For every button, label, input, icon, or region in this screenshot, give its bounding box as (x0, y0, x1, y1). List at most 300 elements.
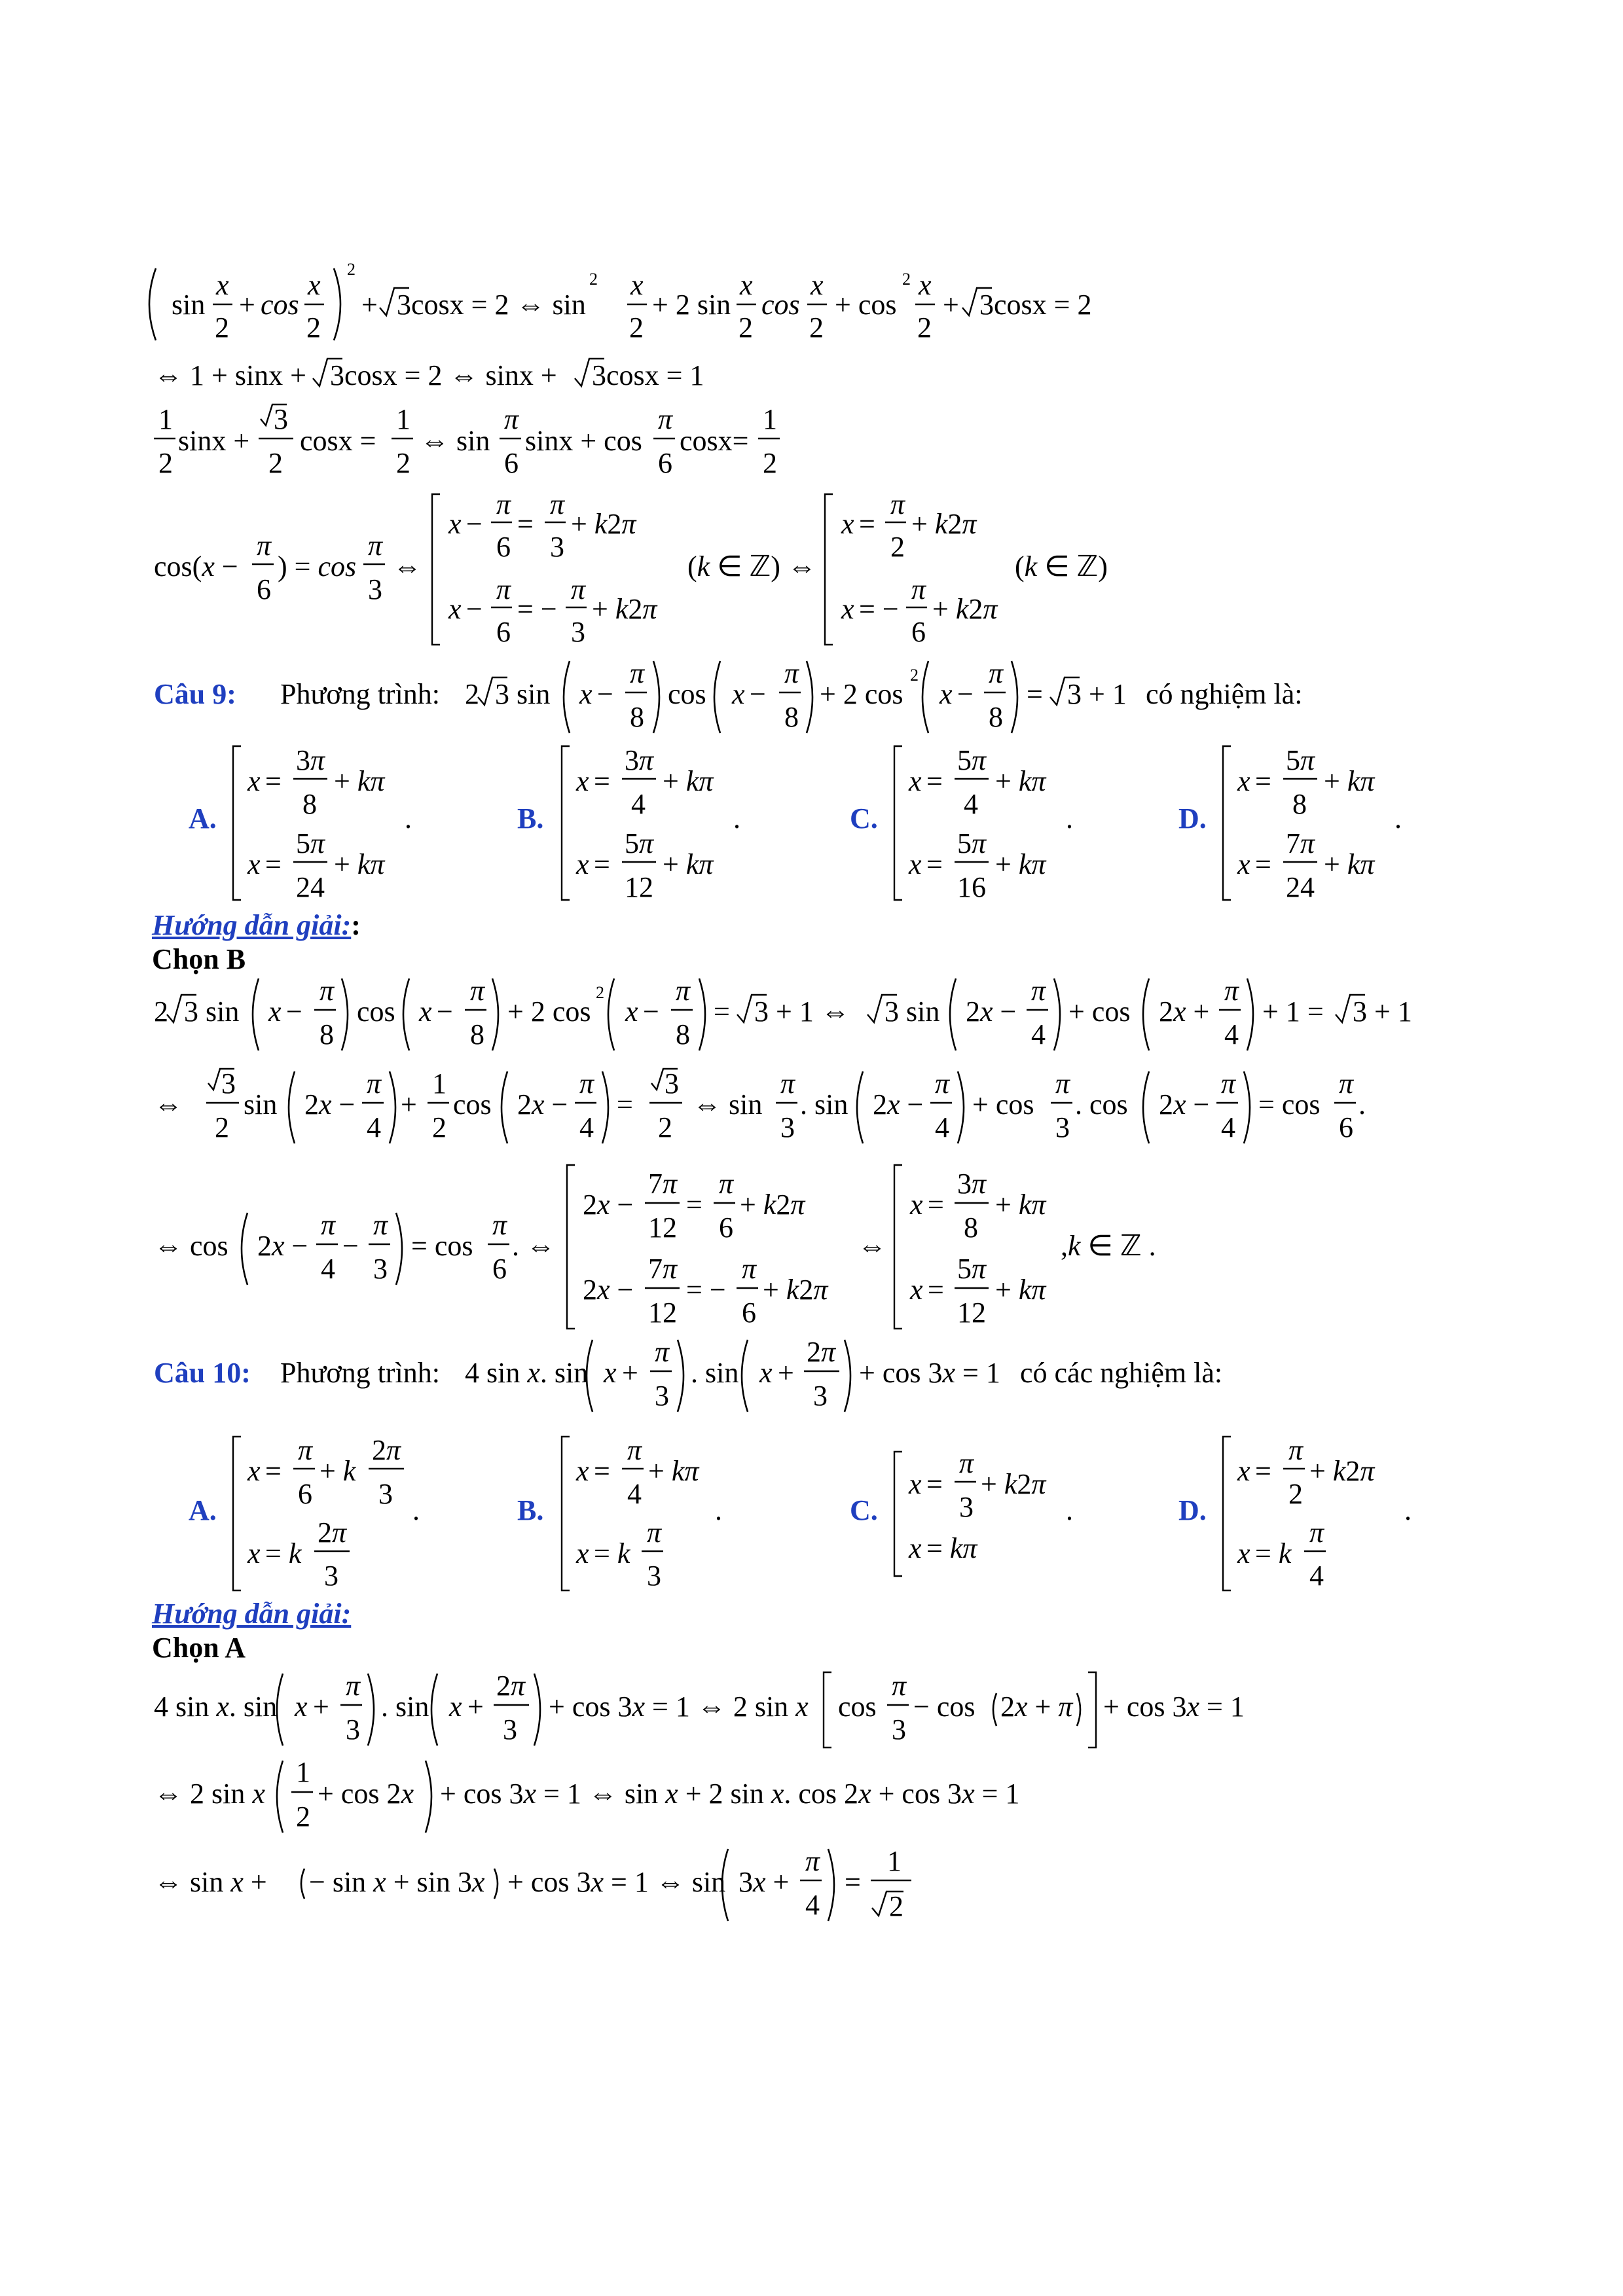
q10-tail: có các nghiệm là: (1020, 1357, 1223, 1389)
q9-option-d: D. (1178, 802, 1207, 834)
svg-text:π: π (1309, 1516, 1324, 1549)
svg-text:3: 3 (368, 573, 382, 605)
svg-text:2π: 2π (372, 1434, 401, 1466)
svg-text:x: x (579, 678, 593, 710)
svg-text:2π: 2π (318, 1516, 347, 1549)
sol9-line-2 (154, 1067, 1366, 1143)
svg-text:5π: 5π (625, 827, 654, 859)
svg-text:x: x (759, 1357, 773, 1389)
svg-text:) = cos: ) = cos (278, 550, 357, 583)
svg-text:3 sin: 3 sin (495, 678, 551, 710)
svg-text:3: 3 (274, 403, 288, 435)
svg-text:4: 4 (805, 1889, 820, 1921)
svg-text:4: 4 (579, 1111, 594, 1143)
svg-text:π: π (470, 975, 485, 1007)
svg-text:6: 6 (492, 1253, 507, 1285)
svg-text:3 sin: 3 sin (884, 996, 940, 1028)
svg-text:+ k2π: + k2π (1309, 1455, 1375, 1487)
svg-text:= cos: = cos (1258, 1088, 1321, 1121)
sol10-line-3 (154, 1845, 911, 1922)
svg-text:. sin: . sin (691, 1357, 739, 1389)
svg-text:sinx +: sinx + (178, 425, 250, 457)
svg-text:= k: = k (265, 1537, 302, 1570)
svg-text:8: 8 (989, 701, 1003, 733)
svg-text:π: π (1221, 1067, 1236, 1100)
svg-text:x: x (909, 848, 922, 880)
svg-text:3 + 1: 3 + 1 (1353, 996, 1412, 1028)
q10-stem: Phương trình: (280, 1357, 440, 1389)
svg-text:π: π (346, 1670, 361, 1702)
svg-text:x: x (910, 1274, 923, 1306)
svg-text:. cos: . cos (1075, 1088, 1128, 1121)
svg-text:+ k2π: + k2π (571, 508, 636, 540)
svg-text:1: 1 (158, 403, 173, 435)
svg-text:x: x (216, 269, 229, 301)
svg-text:6: 6 (911, 616, 926, 648)
svg-text:x: x (1237, 765, 1250, 797)
svg-text:+ k2π: + k2π (740, 1189, 805, 1221)
svg-text:2: 2 (215, 312, 229, 344)
svg-text:2: 2 (158, 447, 173, 479)
svg-text:2: 2 (1288, 1478, 1303, 1510)
svg-text:6: 6 (658, 447, 672, 479)
svg-text:4: 4 (964, 788, 978, 820)
svg-text:π: π (319, 975, 335, 1007)
svg-text:+ 2 cos: + 2 cos (507, 996, 591, 1028)
svg-text:3: 3 (959, 1491, 974, 1523)
svg-text:3π: 3π (296, 744, 325, 776)
svg-text:2x −: 2x − (304, 1088, 356, 1121)
svg-text:+ kπ: + kπ (995, 848, 1046, 880)
svg-text:5π: 5π (957, 1253, 987, 1285)
svg-text:⇔ 2 sin x: ⇔ 2 sin x (154, 1778, 265, 1810)
svg-text:+ kπ: + kπ (1324, 848, 1375, 880)
svg-text:x: x (1237, 1537, 1250, 1570)
svg-text:= cos: = cos (411, 1230, 473, 1262)
svg-text:π: π (989, 657, 1004, 689)
svg-text:x: x (909, 765, 922, 797)
svg-text:π: π (1031, 975, 1046, 1007)
svg-text:+ cos: + cos (972, 1088, 1034, 1121)
svg-text:8: 8 (470, 1018, 484, 1050)
svg-text:8: 8 (964, 1211, 978, 1244)
svg-text:+ k2π: + k2π (932, 593, 998, 625)
q9-option-c: C. (850, 802, 878, 834)
svg-text:4: 4 (1224, 1018, 1239, 1050)
svg-text:π: π (630, 657, 645, 689)
svg-text:=: = (926, 1468, 943, 1500)
svg-text:6: 6 (504, 447, 519, 479)
svg-text:=: = (617, 1088, 633, 1121)
guide-heading-9 (152, 908, 361, 942)
svg-text:x: x (909, 1468, 922, 1500)
svg-text:= kπ: = kπ (926, 1532, 977, 1564)
svg-text:7π: 7π (648, 1168, 678, 1200)
q10-label: Câu 10: (154, 1357, 251, 1389)
svg-text:sin: sin (172, 289, 206, 321)
svg-text:−: − (286, 996, 302, 1028)
svg-text:2: 2 (658, 1111, 672, 1143)
svg-text:π: π (496, 573, 511, 605)
svg-text:+: + (943, 289, 959, 321)
svg-text:+ cos: + cos (1068, 996, 1131, 1028)
eq-line-1 (149, 260, 1091, 344)
svg-text:3: 3 (503, 1713, 517, 1746)
svg-text:x: x (576, 1455, 589, 1487)
svg-text:⇔: ⇔ (858, 1230, 886, 1262)
svg-text:+ 2 cos: + 2 cos (820, 678, 903, 710)
svg-text:3 + 1: 3 + 1 (1067, 678, 1127, 710)
svg-text:4 sin x. sin: 4 sin x. sin (465, 1357, 589, 1389)
svg-text:π: π (496, 488, 511, 520)
svg-text:π: π (655, 1336, 670, 1368)
svg-text:x: x (841, 508, 854, 540)
svg-text:+ cos 2x: + cos 2x (318, 1778, 414, 1810)
svg-text:+: + (622, 1357, 638, 1389)
svg-text:π: π (298, 1434, 313, 1466)
svg-text:−: − (597, 678, 613, 710)
svg-text:=: = (1255, 848, 1271, 880)
sol10-line-1 (154, 1670, 1245, 1748)
svg-text:= −: = − (517, 593, 557, 625)
svg-text:2: 2 (306, 312, 321, 344)
svg-text:π: π (892, 1670, 907, 1702)
svg-text:π: π (658, 403, 673, 435)
svg-text:6: 6 (496, 616, 511, 648)
svg-text:6: 6 (742, 1297, 756, 1329)
svg-text:.: . (733, 802, 740, 834)
svg-text:3cosx = 1: 3cosx = 1 (592, 359, 704, 391)
svg-text:+ kπ: + kπ (648, 1455, 699, 1487)
svg-text:x: x (247, 1455, 261, 1487)
svg-text:=: = (1255, 1455, 1271, 1487)
svg-text:2x −: 2x − (583, 1189, 634, 1221)
svg-text:sinx + cos: sinx + cos (525, 425, 642, 457)
svg-text:π: π (676, 975, 691, 1007)
svg-text:2: 2 (589, 270, 598, 289)
svg-text:π: π (257, 529, 272, 562)
svg-text:8: 8 (1292, 788, 1307, 820)
svg-text:3: 3 (571, 616, 585, 648)
q10-option-d: D. (1178, 1494, 1207, 1526)
svg-text:3: 3 (378, 1478, 393, 1510)
svg-text:x: x (268, 996, 282, 1028)
svg-text:3: 3 (550, 531, 564, 563)
svg-text:−: − (466, 593, 483, 625)
svg-text:7π: 7π (648, 1253, 678, 1285)
svg-text:x: x (448, 593, 462, 625)
svg-text:4: 4 (631, 788, 646, 820)
svg-text:2π: 2π (496, 1670, 526, 1702)
svg-text:4: 4 (367, 1111, 381, 1143)
svg-text:+ 2 sin: + 2 sin (652, 289, 731, 321)
svg-text:3: 3 (665, 1067, 679, 1100)
svg-text:3cosx = 2: 3cosx = 2 (979, 289, 1092, 321)
svg-text:+ kπ: + kπ (995, 1189, 1046, 1221)
q9-options (189, 744, 1402, 903)
svg-text:.: . (1359, 1088, 1366, 1121)
svg-text:+ cos 3x = 1 ⇔ 2 sin x: + cos 3x = 1 ⇔ 2 sin x (549, 1691, 809, 1723)
svg-text:3π: 3π (625, 744, 654, 776)
svg-text:1: 1 (296, 1756, 310, 1788)
q9-option-b: B. (517, 802, 544, 834)
svg-text:6: 6 (298, 1478, 312, 1510)
svg-text:x: x (910, 1189, 923, 1221)
svg-text:4 sin x. sin: 4 sin x. sin (154, 1691, 278, 1723)
svg-text:1: 1 (763, 403, 777, 435)
svg-text:x: x (1237, 848, 1250, 880)
svg-text:=: = (928, 1274, 944, 1306)
svg-text:+ cos 3x = 1: + cos 3x = 1 (1103, 1691, 1245, 1723)
svg-text:12: 12 (957, 1297, 986, 1329)
svg-text:.: . (405, 802, 412, 834)
svg-text:+ k2π: + k2π (911, 508, 977, 540)
svg-text:2: 2 (902, 270, 911, 289)
svg-text:x: x (939, 678, 953, 710)
svg-text:+ kπ: + kπ (1324, 765, 1375, 797)
svg-text:6: 6 (1339, 1111, 1353, 1143)
svg-text:2: 2 (629, 312, 644, 344)
answer-9: Chọn B (152, 943, 246, 975)
svg-text:+: + (467, 1691, 484, 1723)
svg-text:= −: = − (686, 1274, 726, 1306)
svg-text:1: 1 (396, 403, 410, 435)
guide-heading-10 (152, 1597, 351, 1630)
svg-text:5π: 5π (296, 827, 325, 859)
svg-text:π: π (1339, 1067, 1354, 1100)
svg-text:=: = (594, 1455, 610, 1487)
svg-text:7π: 7π (1286, 827, 1315, 859)
svg-text:1: 1 (432, 1067, 447, 1100)
svg-text:⇔ sin: ⇔ sin (693, 1088, 763, 1121)
svg-text:=: = (926, 765, 943, 797)
eq-line-4 (154, 488, 1108, 648)
svg-text:3: 3 (1055, 1111, 1070, 1143)
svg-text:(k ∈ ℤ): (k ∈ ℤ) (1015, 550, 1108, 583)
q10-options (189, 1434, 1412, 1592)
svg-text:π: π (373, 1209, 388, 1241)
svg-text:π: π (780, 1067, 795, 1100)
q9-tail: có nghiệm là: (1146, 678, 1303, 710)
svg-text:=: = (845, 1866, 861, 1898)
svg-text:+ kπ: + kπ (995, 765, 1046, 797)
svg-text:= k: = k (1255, 1537, 1292, 1570)
svg-text:8: 8 (630, 701, 644, 733)
svg-text:=: = (686, 1189, 702, 1221)
svg-text:π: π (647, 1516, 662, 1549)
svg-text:=: = (265, 765, 282, 797)
svg-text:.: . (1395, 802, 1402, 834)
svg-text:−: − (437, 996, 453, 1028)
svg-text:x: x (740, 269, 753, 301)
svg-text:=: = (714, 996, 730, 1028)
svg-text:2: 2 (432, 1111, 447, 1143)
svg-text:6: 6 (257, 573, 271, 605)
svg-text:cos: cos (357, 996, 395, 1028)
svg-text:,k ∈ ℤ .: ,k ∈ ℤ . (1061, 1230, 1156, 1262)
svg-text:=: = (517, 508, 534, 540)
svg-text:cosx=: cosx= (680, 425, 749, 457)
svg-text:x: x (604, 1357, 617, 1389)
svg-text:2: 2 (215, 1111, 229, 1143)
svg-text:= −: = − (859, 593, 899, 625)
svg-text:+ k2π: + k2π (763, 1274, 828, 1306)
svg-text:2x + π: 2x + π (1000, 1691, 1073, 1723)
svg-text:.: . (1066, 802, 1073, 834)
q10-option-c: C. (850, 1494, 878, 1526)
svg-text:+ kπ: + kπ (663, 848, 714, 880)
svg-text:3x +: 3x + (739, 1866, 790, 1898)
svg-text:+ k2π: + k2π (592, 593, 657, 625)
svg-text:+ cos 3x = 1: + cos 3x = 1 (859, 1357, 1000, 1389)
svg-text:+: + (313, 1691, 329, 1723)
svg-text:π: π (935, 1067, 950, 1100)
svg-text:x: x (625, 996, 638, 1028)
svg-text:x: x (630, 269, 644, 301)
q9-stem: Phương trình: (280, 678, 440, 710)
svg-text:2x −: 2x − (257, 1230, 308, 1262)
svg-text:4: 4 (1221, 1111, 1235, 1143)
svg-text:+ kπ: + kπ (663, 765, 714, 797)
svg-text:=: = (859, 508, 875, 540)
answer-10: Chọn A (152, 1632, 246, 1664)
svg-text:x: x (295, 1691, 308, 1723)
svg-text:π: π (719, 1168, 734, 1200)
svg-text:π: π (321, 1209, 336, 1241)
svg-text:π: π (805, 1845, 820, 1877)
svg-text:cos: cos (453, 1088, 492, 1121)
svg-text:3: 3 (813, 1380, 828, 1412)
svg-text:−: − (342, 1230, 359, 1262)
svg-text:. sin: . sin (381, 1691, 429, 1723)
question-10 (154, 1336, 1222, 1412)
svg-text:. ⇔: . ⇔ (512, 1230, 555, 1262)
svg-text:5π: 5π (1286, 744, 1315, 776)
svg-text:cos: cos (838, 1691, 877, 1723)
svg-text:⇔: ⇔ (154, 1088, 183, 1121)
svg-text:cos(x −: cos(x − (154, 550, 238, 583)
svg-text:2π: 2π (807, 1336, 836, 1368)
svg-text:π: π (368, 529, 383, 562)
svg-text:+ k: + k (319, 1455, 356, 1487)
svg-text:x: x (448, 508, 462, 540)
svg-text:16: 16 (957, 871, 986, 903)
svg-text:6: 6 (719, 1211, 733, 1244)
svg-text:3: 3 (655, 1380, 669, 1412)
svg-text:+ 1 =: + 1 = (1262, 996, 1324, 1028)
svg-text:3: 3 (892, 1713, 906, 1746)
svg-text:3cosx = 2 ⇔ sinx +: 3cosx = 2 ⇔ sinx + (330, 359, 557, 391)
svg-text:5π: 5π (957, 744, 987, 776)
svg-text:⇔ sin x +: ⇔ sin x + (154, 1866, 267, 1898)
svg-text:⇔ 1 + sinx +: ⇔ 1 + sinx + (154, 359, 306, 391)
svg-text:=: = (926, 848, 943, 880)
svg-text:π: π (784, 657, 799, 689)
svg-text:+ cos 3x = 1 ⇔ sin x + 2 sin x: + cos 3x = 1 ⇔ sin x + 2 sin x. cos 2x + cos 3x = 1 (440, 1778, 1020, 1810)
svg-text:12: 12 (648, 1297, 677, 1329)
guide-label: Hướng dẫn giải: (152, 909, 352, 941)
svg-text:π: π (890, 488, 905, 520)
eq-line-3 (154, 403, 780, 479)
svg-text:x: x (811, 269, 824, 301)
svg-text:2: 2 (739, 312, 753, 344)
svg-text:24: 24 (1286, 871, 1315, 903)
svg-text:6: 6 (496, 531, 511, 563)
svg-text:x: x (919, 269, 932, 301)
svg-text:+ k2π: + k2π (981, 1468, 1046, 1500)
svg-text:2: 2 (890, 531, 905, 563)
svg-text:cosx =: cosx = (300, 425, 376, 457)
sol9-line-1 (154, 975, 1412, 1050)
svg-text:cos: cos (668, 678, 706, 710)
svg-text:π: π (550, 488, 565, 520)
svg-text:x: x (576, 1537, 589, 1570)
q10-option-b: B. (517, 1494, 544, 1526)
svg-text:x: x (576, 765, 589, 797)
svg-text:2x −: 2x − (966, 996, 1017, 1028)
sol10-line-2 (154, 1756, 1019, 1833)
svg-text:2: 2 (596, 983, 604, 1002)
svg-text:2: 2 (889, 1890, 903, 1922)
svg-text:(k ∈ ℤ) ⇔: (k ∈ ℤ) ⇔ (687, 550, 816, 583)
svg-text:−: − (750, 678, 766, 710)
svg-text:π: π (627, 1434, 642, 1466)
svg-text:2: 2 (154, 996, 168, 1028)
svg-text:π: π (959, 1447, 974, 1479)
svg-text:x: x (247, 848, 261, 880)
svg-text:24: 24 (296, 871, 325, 903)
svg-text:x: x (308, 269, 321, 301)
svg-text:⇔: ⇔ (393, 550, 422, 583)
svg-text:2x −: 2x − (1159, 1088, 1210, 1121)
guide-colon: : (351, 909, 361, 941)
svg-text:2: 2 (347, 260, 356, 279)
svg-text:x: x (909, 1532, 922, 1564)
svg-text:4: 4 (1031, 1018, 1046, 1050)
svg-text:=: = (265, 848, 282, 880)
question-9 (154, 657, 1303, 733)
svg-text:x: x (1237, 1455, 1250, 1487)
svg-text:3: 3 (324, 1560, 338, 1592)
svg-text:=: = (594, 848, 610, 880)
svg-text:=: = (1255, 765, 1271, 797)
svg-text:x: x (449, 1691, 462, 1723)
svg-text:+ kπ: + kπ (334, 848, 385, 880)
svg-text:=: = (265, 1455, 282, 1487)
svg-text:x: x (247, 765, 261, 797)
svg-text:π: π (492, 1209, 507, 1241)
svg-text:=: = (1027, 678, 1043, 710)
svg-text:4: 4 (1309, 1560, 1324, 1592)
svg-text:π: π (1224, 975, 1239, 1007)
svg-text:2: 2 (763, 447, 777, 479)
q9-label: Câu 9: (154, 678, 236, 710)
svg-text:sin: sin (244, 1088, 278, 1121)
svg-text:=: = (928, 1189, 944, 1221)
svg-text:+ cos: + cos (835, 289, 897, 321)
svg-text:2: 2 (917, 312, 932, 344)
svg-text:⇔ cos: ⇔ cos (154, 1230, 228, 1262)
svg-text:= k: = k (594, 1537, 630, 1570)
svg-text:8: 8 (676, 1018, 690, 1050)
svg-text:cos: cos (761, 289, 800, 321)
svg-text:+ cos 3x = 1 ⇔ sin: + cos 3x = 1 ⇔ sin (507, 1866, 726, 1898)
svg-text:2: 2 (465, 678, 479, 710)
svg-text:.: . (412, 1494, 420, 1526)
svg-text:−: − (466, 508, 483, 540)
svg-text:π: π (367, 1067, 382, 1100)
svg-text:−: − (643, 996, 659, 1028)
